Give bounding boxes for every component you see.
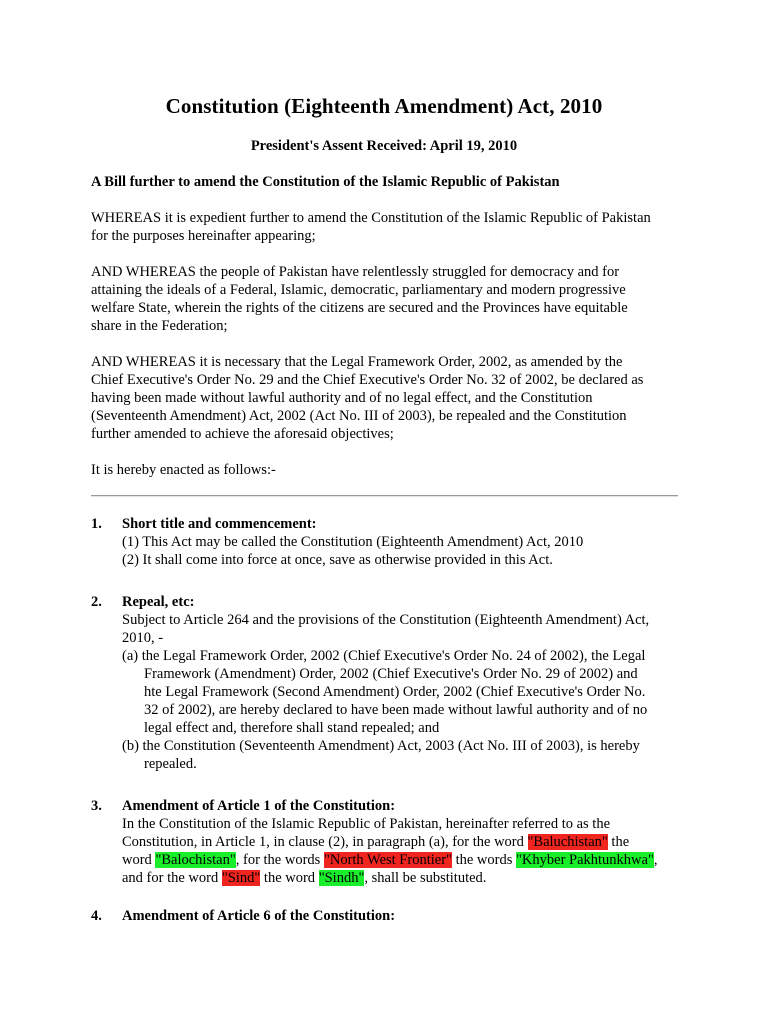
highlight-added: "Khyber Pakhtunkhwa" [516, 852, 654, 868]
text-line: attaining the ideals of a Federal, Islamic, democratic, parliamentary and modern progressive [91, 282, 626, 298]
document-title: Constitution (Eighteenth Amendment) Act, 2010 [165, 94, 603, 118]
text-line: for the purposes hereinafter appearing; [91, 228, 316, 244]
text-line: 2010, - [122, 630, 164, 646]
section-heading: Amendment of Article 1 of the Constitution: [122, 798, 396, 814]
text-line: hte Legal Framework (Second Amendment) Order, 2002 (Chief Executive's Order No. [144, 684, 646, 700]
text-fragment: the [607, 834, 630, 850]
text-line: WHEREAS it is expedient further to amend the Constitution of the Islamic Republic of Pakistan [91, 210, 651, 226]
assent-date: President's Assent Received: April 19, 2010 [250, 138, 518, 154]
preamble-paragraph-1 [91, 209, 691, 245]
section-number: 1. [91, 516, 102, 532]
highlight-removed: "Sind" [221, 870, 261, 886]
text-line [122, 851, 658, 869]
text-line: AND WHEREAS the people of Pakistan have relentlessly struggled for democracy and for [91, 264, 620, 280]
section-heading: Amendment of Article 6 of the Constitution: [122, 908, 396, 924]
text-line: Framework (Amendment) Order, 2002 (Chief Executive's Order No. 29 of 2002) and [144, 666, 638, 682]
text-line: share in the Federation; [91, 318, 228, 334]
text-line: AND WHEREAS it is necessary that the Legal Framework Order, 2002, as amended by the [91, 354, 623, 370]
section-number: 2. [91, 594, 102, 610]
text-line: Chief Executive's Order No. 29 and the Chief Executive's Order No. 32 of 2002, be declared as [91, 372, 644, 388]
text-line: In the Constitution of the Islamic Republic of Pakistan, hereinafter referred to as the [122, 816, 611, 832]
highlight-added: "Balochistan" [155, 852, 236, 868]
text-line: further amended to achieve the aforesaid objectives; [91, 426, 394, 442]
section-heading: Repeal, etc: [122, 594, 195, 610]
text-line: (2) It shall come into force at once, save as otherwise provided in this Act. [122, 552, 553, 568]
horizontal-divider [91, 495, 678, 497]
section-heading: Short title and commencement: [122, 516, 317, 532]
text-fragment: and for the word [122, 870, 222, 886]
text-line [122, 869, 486, 887]
text-line: (Seventeenth Amendment) Act, 2002 (Act No. III of 2003), be repealed and the Constitution [91, 408, 627, 424]
clause-b: (b) the Constitution (Seventeenth Amendment) Act, 2003 (Act No. III of 2003), is hereby [122, 738, 640, 754]
text-fragment: , shall be substituted. [364, 870, 487, 886]
text-fragment: the words [451, 852, 516, 868]
highlight-removed: "Baluchistan" [527, 834, 608, 850]
section-number: 3. [91, 798, 102, 814]
section-number: 4. [91, 908, 102, 924]
text-fragment: , for the words [235, 852, 324, 868]
highlight-removed: "North West Frontier" [323, 852, 452, 868]
highlight-added: "Sindh" [318, 870, 365, 886]
text-line: It is hereby enacted as follows:- [91, 462, 276, 478]
clause-a: (a) the Legal Framework Order, 2002 (Chief Executive's Order No. 24 of 2002), the Legal [122, 648, 646, 664]
text-line: legal effect and, therefore shall stand repealed; and [144, 720, 440, 736]
text-fragment: word [122, 852, 156, 868]
text-line [122, 833, 629, 851]
preamble-paragraph-2 [91, 263, 691, 335]
text-line: having been made without lawful authority and of no legal effect, and the Constitution [91, 390, 593, 406]
preamble-paragraph-3 [91, 353, 691, 443]
text-line: (1) This Act may be called the Constitution (Eighteenth Amendment) Act, 2010 [122, 534, 584, 550]
bill-title: A Bill further to amend the Constitution of the Islamic Republic of Pakistan [91, 174, 560, 190]
text-line: welfare State, wherein the rights of the citizens are secured and the Provinces have equitable [91, 300, 628, 316]
text-line: Subject to Article 264 and the provisions of the Constitution (Eighteenth Amendment) Act, [122, 612, 650, 628]
text-line: repealed. [144, 756, 197, 772]
text-fragment: , [653, 852, 658, 868]
text-fragment: the word [260, 870, 319, 886]
enactment-clause [91, 461, 691, 479]
text-line: 32 of 2002), are hereby declared to have been made without lawful authority and of no [144, 702, 648, 718]
text-fragment: Constitution, in Article 1, in clause (2), in paragraph (a), for the word [122, 834, 528, 850]
